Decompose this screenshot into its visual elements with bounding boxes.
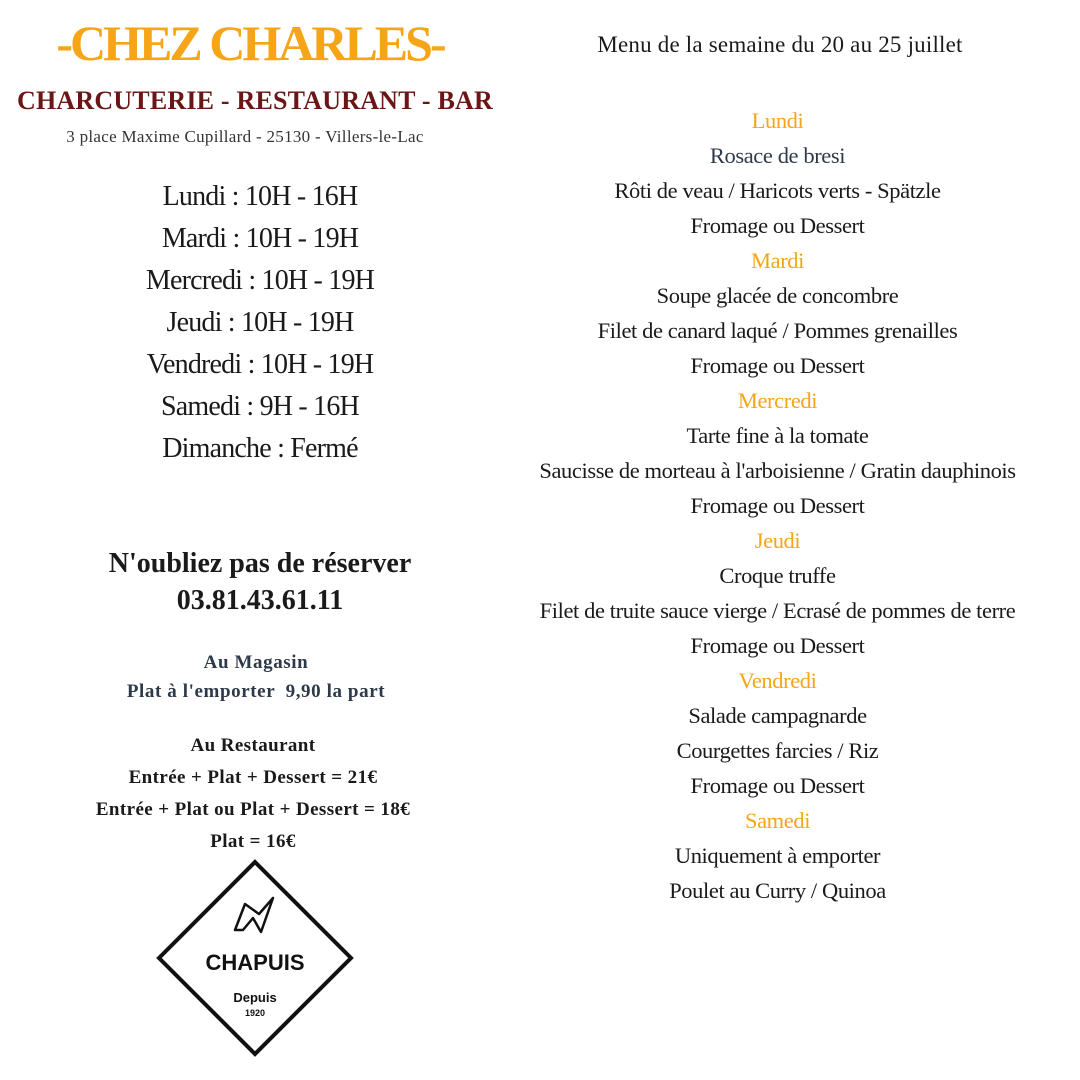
restaurant-offers-title: Au Restaurant (190, 735, 316, 756)
menu-dish: Poulet au Curry / Quinoa (669, 878, 886, 903)
menu-dish: Fromage ou Dessert (690, 633, 865, 658)
chapuis-logo (155, 858, 355, 1058)
menu-dish: Courgettes farcies / Riz (676, 738, 879, 763)
reservation-reminder: N'oubliez pas de réserver (108, 548, 412, 579)
restaurant-name: -CHEZ CHARLES- (56, 15, 444, 71)
hours-wednesday: Mercredi : 10H - 19H (145, 265, 375, 296)
menu-day-tuesday: Mardi (751, 248, 804, 273)
logo-year-text: 1920 (244, 1008, 266, 1018)
menu-dish: Filet de canard laqué / Pommes grenailles (597, 318, 958, 343)
menu-dish: Fromage ou Dessert (690, 353, 865, 378)
menu-day-friday: Vendredi (738, 668, 817, 693)
reservation-block (50, 545, 470, 619)
menu-day-monday: Lundi (751, 108, 804, 133)
menu-dish: Rosace de bresi (709, 143, 846, 168)
menu-dish: Rôti de veau / Haricots verts - Spätzle (614, 178, 941, 203)
menu-dish: Uniquement à emporter (674, 843, 881, 868)
menu-dish: Filet de truite sauce vierge / Ecrasé de pommes de terre (539, 598, 1016, 623)
restaurant-subtitle: CHARCUTERIE - RESTAURANT - BAR (17, 86, 493, 115)
hours-saturday: Samedi : 9H - 16H (161, 391, 359, 422)
chapuis-diamond-icon (155, 858, 355, 1058)
shop-block (50, 648, 462, 706)
shop-offer: Plat à l'emporter 9,90 la part (126, 681, 386, 702)
menu-day-thursday: Jeudi (754, 528, 801, 553)
hours-thursday: Jeudi : 10H - 19H (166, 307, 354, 338)
menu-dish: Fromage ou Dessert (690, 213, 865, 238)
menu-dish: Fromage ou Dessert (690, 773, 865, 798)
offer-full-menu: Entrée + Plat + Dessert = 21€ (128, 767, 378, 788)
menu-day-wednesday: Mercredi (737, 388, 818, 413)
menu-dish: Croque truffe (719, 563, 836, 588)
hours-friday: Vendredi : 10H - 19H (146, 349, 374, 380)
logo-brand-text: CHAPUIS (205, 950, 305, 975)
menu-dish: Tarte fine à la tomate (686, 423, 869, 448)
menu-dish: Saucisse de morteau à l'arboisienne / Gratin dauphinois (539, 458, 1016, 483)
shop-title: Au Magasin (203, 652, 309, 673)
menu-dish: Soupe glacée de concombre (656, 283, 899, 308)
restaurant-address: 3 place Maxime Cupillard - 25130 - Villers-le-Lac (66, 127, 424, 146)
menu-dish: Salade campagnarde (688, 703, 867, 728)
hours-sunday: Dimanche : Fermé (162, 433, 358, 464)
menu-dish: Fromage ou Dessert (690, 493, 865, 518)
offer-main-only: Plat = 16€ (210, 831, 296, 852)
week-menu-title: Menu de la semaine du 20 au 25 juillet (597, 32, 963, 57)
weekly-menu (500, 103, 1055, 908)
logo-since-text: Depuis (233, 990, 277, 1005)
opening-hours (80, 176, 440, 470)
restaurant-offers-block (30, 730, 476, 858)
hours-monday: Lundi : 10H - 16H (162, 181, 358, 212)
hours-tuesday: Mardi : 10H - 19H (161, 223, 359, 254)
offer-two-courses: Entrée + Plat ou Plat + Dessert = 18€ (95, 799, 411, 820)
reservation-phone: 03.81.43.61.11 (176, 585, 344, 616)
menu-day-saturday: Samedi (744, 808, 811, 833)
